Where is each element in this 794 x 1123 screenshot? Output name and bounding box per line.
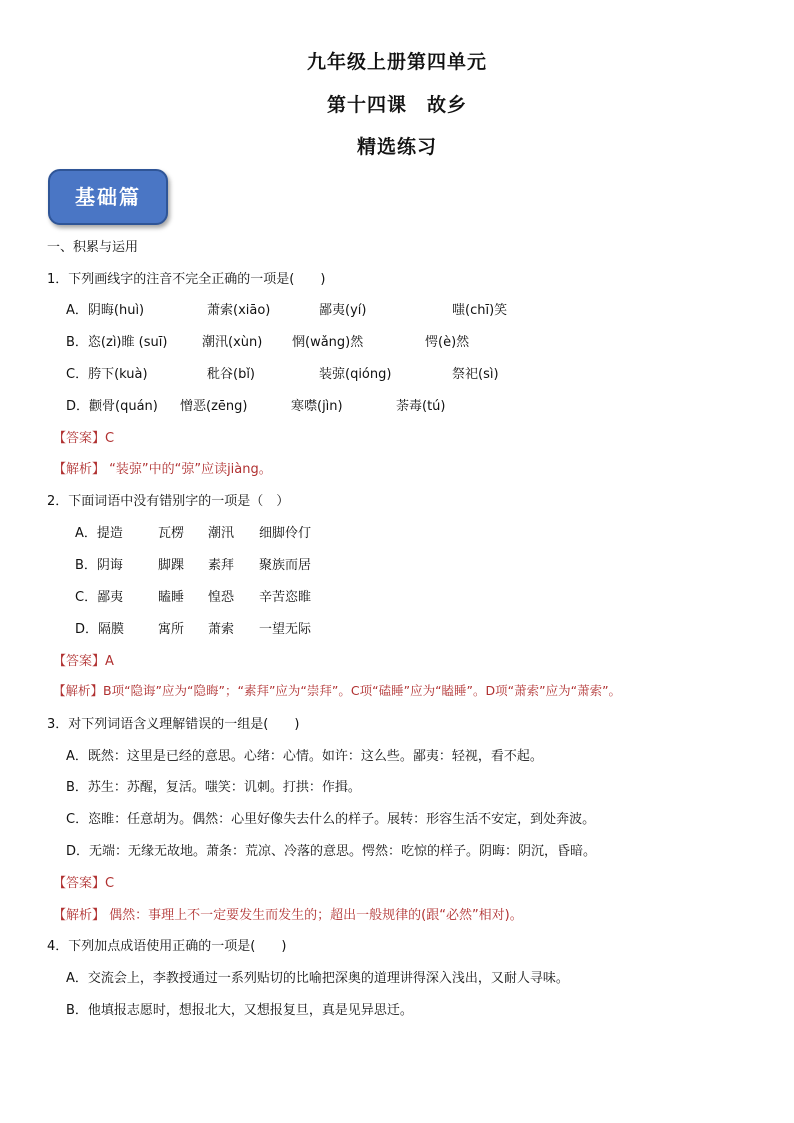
q3-option-b: B．苏生：苏醒，复活。嗤笑：讥刺。打拱：作揖。 <box>66 780 361 795</box>
q4-option-a: A．交流会上，李教授通过一系列贴切的比喻把深奥的道理讲得深入浅出，又耐人寻味。 <box>66 971 569 986</box>
q2-option-c-3: 惶恐 <box>208 590 235 605</box>
q4-option-b: B．他填报志愿时，想报北大，又想报复旦，真是见异思迁。 <box>66 1003 413 1018</box>
q2-option-d-1: D．隔膜 <box>75 622 125 637</box>
q1-option-d-3: 寒噤(jìn) <box>291 399 343 414</box>
q2-option-a-4: 细脚伶仃 <box>259 526 312 541</box>
q1-option-c-2: 秕谷(bǐ) <box>207 367 256 382</box>
section-heading: 一、积累与运用 <box>47 240 139 255</box>
q2-option-a-2: 瓦楞 <box>158 526 185 541</box>
q3-option-d: D．无端：无缘无故地。萧条：荒凉、冷落的意思。愕然：吃惊的样子。阴晦：阴沉，昏暗。 <box>66 844 597 859</box>
q1-option-a-1: A．阴晦(huì) <box>66 303 145 318</box>
q1-option-b-1: B．恣(zì)睢 (suī) <box>66 335 168 350</box>
q2-analysis: 【解析】B项“隐诲”应为“隐晦”；“素拜”应为“崇拜”。C项“磕睡”应为“瞌睡”。D项“萧索”应为“萧索”。 <box>53 683 622 698</box>
q3-option-a: A．既然：这里是已经的意思。心绪：心情。如许：这么些。鄙夷：轻视，看不起。 <box>66 749 543 764</box>
q1-option-d-1: D．颧骨(quán) <box>66 399 158 414</box>
q2-option-c-4: 辛苦恣睢 <box>259 590 312 605</box>
q3-stem: 3．对下列词语含义理解错误的一组是( ) <box>47 717 300 732</box>
q2-option-a-3: 潮汛 <box>208 526 235 541</box>
q2-option-d-2: 寓所 <box>158 622 185 637</box>
q1-option-c-4: 祭祀(sì) <box>452 367 499 382</box>
q1-option-b-3: 惘(wǎng)然 <box>292 335 364 350</box>
q3-answer: 【答案】C <box>53 876 115 891</box>
q2-answer: 【答案】A <box>53 654 114 669</box>
q1-option-d-4: 荼毒(tú) <box>396 399 446 414</box>
q1-option-b-2: 潮汛(xùn) <box>202 335 263 350</box>
q1-option-a-3: 鄙夷(yí) <box>319 303 367 318</box>
q2-option-a-1: A．提造 <box>75 526 123 541</box>
q1-stem: 1．下列画线字的注音不完全正确的一项是( ) <box>47 272 326 287</box>
doc-title: 九年级上册第四单元 <box>306 51 487 73</box>
q1-option-b-4: 愕(è)然 <box>425 335 470 350</box>
q2-option-b-3: 素拜 <box>208 558 235 573</box>
q2-option-c-1: C．鄙夷 <box>75 590 124 605</box>
q2-stem: 2．下面词语中没有错别字的一项是（ ） <box>47 494 290 509</box>
q2-option-b-1: B．阴诲 <box>75 558 123 573</box>
q1-option-a-4: 嗤(chī)笑 <box>452 303 508 318</box>
q1-analysis: 【解析】 “装弶”中的“弶”应读jiàng。 <box>53 462 272 477</box>
q2-option-d-3: 萧索 <box>208 622 235 637</box>
q2-option-c-2: 瞌睡 <box>158 590 185 605</box>
q3-analysis: 【解析】 偶然：事理上不一定要发生而发生的；超出一般规律的(跟“必然”相对)。 <box>53 908 523 923</box>
q2-option-d-4: 一望无际 <box>259 622 312 637</box>
basic-section-badge: 基础篇 <box>48 169 168 225</box>
q1-option-a-2: 萧索(xiāo) <box>207 303 271 318</box>
lesson-title: 第十四课 故乡 <box>326 94 467 116</box>
subtitle: 精选练习 <box>356 136 437 158</box>
q2-option-b-4: 聚族而居 <box>259 558 312 573</box>
q4-stem: 4．下列加点成语使用正确的一项是( ) <box>47 939 287 954</box>
q3-option-c: C．恣睢：任意胡为。偶然：心里好像失去什么的样子。展转：形容生活不安定，到处奔波。 <box>66 812 596 827</box>
q1-answer: 【答案】C <box>53 431 115 446</box>
q2-option-b-2: 脚踝 <box>158 558 185 573</box>
q1-option-c-1: C．胯下(kuà) <box>66 367 148 382</box>
q1-option-c-3: 装弶(qióng) <box>319 367 392 382</box>
q1-option-d-2: 憎恶(zēng) <box>180 399 248 414</box>
